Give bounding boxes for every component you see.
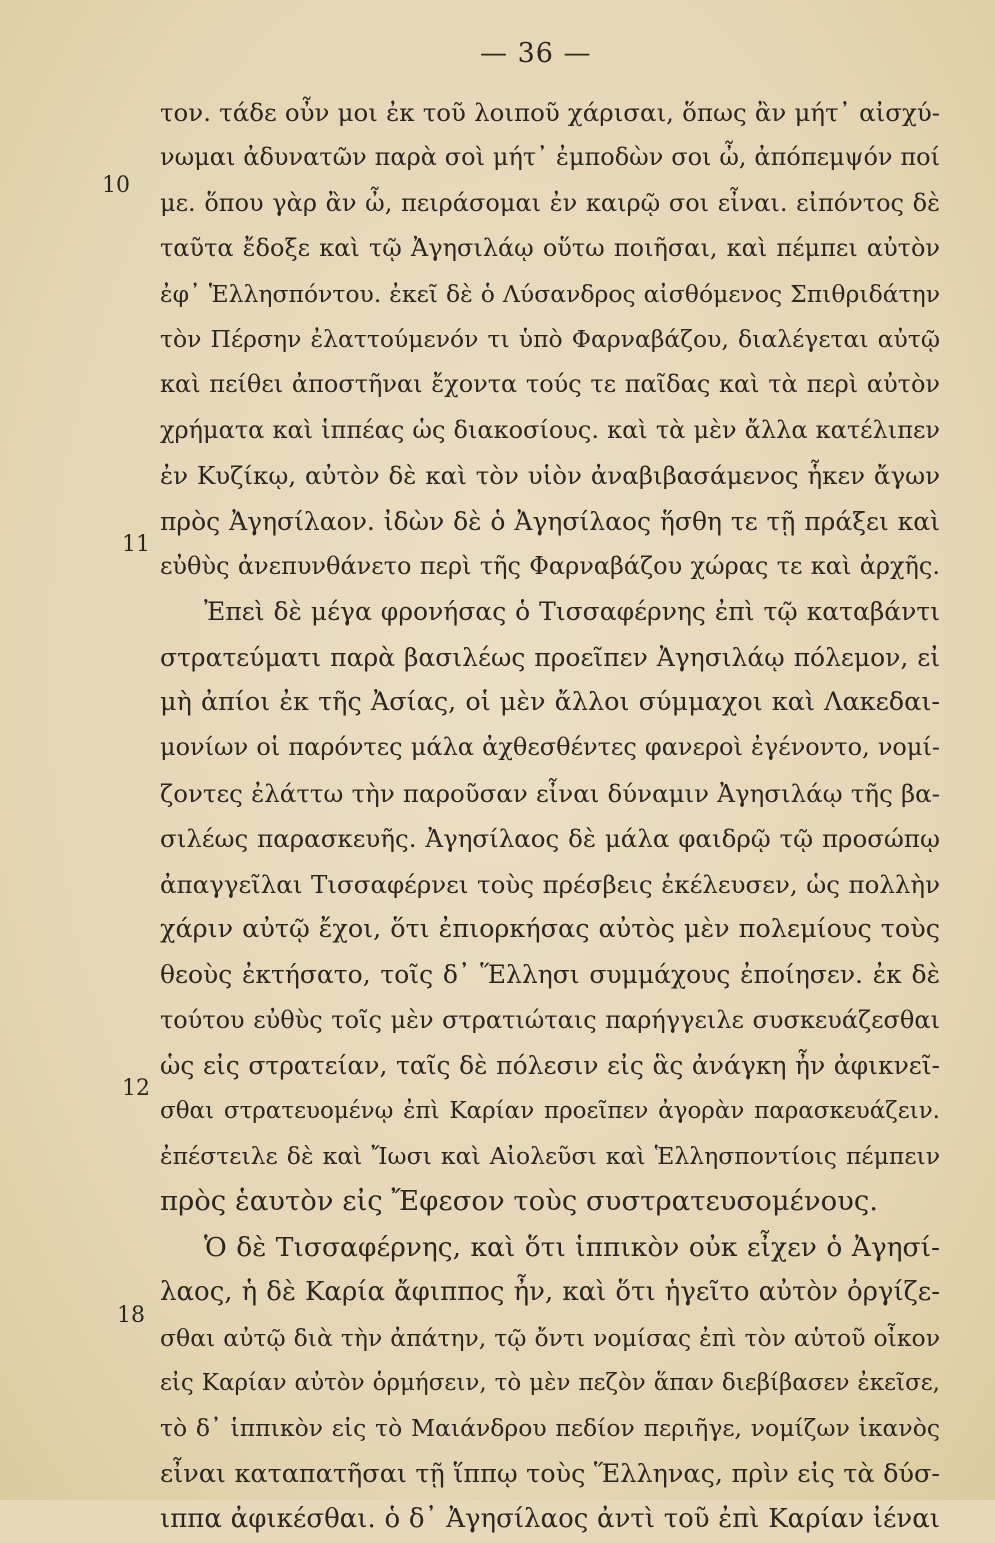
text-line: τούτου εὐθὺς τοῖς μὲν στρατιώταις παρήγγειλε συσκευάζεσθαι: [160, 1005, 940, 1034]
text-line: τὸν Πέρσην ἐλαττούμενόν τι ὑπὸ Φαρναβάζου, διαλέγεται αὐτῷ: [160, 324, 940, 353]
paragraph-start-line: Ἐπεὶ δὲ μέγα φρονήσας ὁ Τισσαφέρνης ἐπὶ τῷ καταβάντι: [204, 597, 940, 627]
text-line: πρὸς Ἀγησίλαον. ἰδὼν δὲ ὁ Ἀγησίλαος ἥσθη τε τῇ πράξει καὶ: [160, 506, 940, 536]
text-line: ἐφ᾽ Ἑλλησπόντου. ἐκεῖ δὲ ὁ Λύσανδρος αἰσθόμενος Σπιθριδάτην: [160, 279, 940, 308]
margin-line-number: 10: [102, 173, 130, 198]
text-line: ζοντες ἐλάττω τὴν παροῦσαν εἶναι δύναμιν Ἀγησιλάῳ τῆς βα-: [160, 778, 940, 808]
text-line: εἶναι καταπατῆσαι τῇ ἵππῳ τοὺς Ἕλληνας, πρὶν εἰς τὰ δύσ-: [160, 1458, 940, 1489]
text-line: ὡς εἰς στρατείαν, ταῖς δὲ πόλεσιν εἰς ἃς ἀνάγκη ἦν ἀφικνεῖ-: [160, 1051, 940, 1081]
text-line: θεοὺς ἐκτήσατο, τοῖς δ᾽ Ἕλλησι συμμάχους ἐποίησεν. ἐκ δὲ: [160, 960, 940, 990]
text-line: ἀπαγγεῖλαι Τισσαφέρνει τοὺς πρέσβεις ἐκέλευσεν, ὡς πολλὴν: [160, 869, 940, 899]
margin-line-number: 18: [117, 1303, 145, 1328]
text-line: ιππα ἀφικέσθαι. ὁ δ᾽ Ἀγησίλαος ἀντὶ τοῦ ἐπὶ Καρίαν ἰέναι: [160, 1504, 940, 1535]
text-line: ἐπέστειλε δὲ καὶ Ἴωσι καὶ Αἰολεῦσι καὶ Ἑλλησποντίοις πέμπειν: [160, 1141, 940, 1170]
text-line: σθαι αὐτῷ διὰ τὴν ἀπάτην, τῷ ὄντι νομίσας ἐπὶ τὸν αὑτοῦ οἶκον: [160, 1323, 940, 1352]
text-line: ταῦτα ἔδοξε καὶ τῷ Ἀγησιλάῳ οὕτω ποιῆσαι, καὶ πέμπει αὐτὸν: [160, 234, 940, 263]
text-line: χάριν αὐτῷ ἔχοι, ὅτι ἐπιορκήσας αὐτὸς μὲν πολεμίους τοὺς: [160, 914, 940, 945]
text-line: μὴ ἀπίοι ἐκ τῆς Ἀσίας, οἱ μὲν ἄλλοι σύμμαχοι καὶ Λακεδαι-: [160, 687, 940, 718]
page-number: — 36 —: [480, 38, 592, 69]
text-line: εἰς Καρίαν αὐτὸν ὁρμήσειν, τὸ μὲν πεζὸν ἅπαν διεβίβασεν ἐκεῖσε,: [160, 1369, 940, 1396]
text-line: ἐν Κυζίκῳ, αὐτὸν δὲ καὶ τὸν υἱὸν ἀναβιβασάμενος ἧκεν ἄγων: [160, 461, 940, 491]
text-line: τὸ δ᾽ ἱππικὸν εἰς τὸ Μαιάνδρου πεδίον περιῆγε, νομίζων ἱκανὸς: [160, 1414, 940, 1443]
text-line: μονίων οἱ παρόντες μάλα ἀχθεσθέντες φανεροὶ ἐγένοντο, νομί-: [160, 733, 940, 762]
text-line: τον. τάδε οὖν μοι ἐκ τοῦ λοιποῦ χάρισαι, ὅπως ἂν μήτ᾽ αἰσχύ-: [160, 98, 940, 127]
text-line: πρὸς ἑαυτὸν εἰς Ἔφεσον τοὺς συστρατευσομένους.: [160, 1185, 879, 1218]
paragraph-start-line: Ὁ δὲ Τισσαφέρνης, καὶ ὅτι ἱππικὸν οὐκ εἶχεν ὁ Ἀγησί-: [204, 1231, 940, 1263]
text-line: καὶ πείθει ἀποστῆναι ἔχοντα τούς τε παῖδας καὶ τὰ περὶ αὐτὸν: [160, 370, 940, 399]
text-line: λαος, ἡ δὲ Καρία ἄφιππος ἦν, καὶ ὅτι ἡγεῖτο αὐτὸν ὀργίζε-: [160, 1277, 940, 1308]
text-line: στρατεύματι παρὰ βασιλέως προεῖπεν Ἀγησιλάῳ πόλεμον, εἰ: [160, 642, 940, 672]
text-line: εὐθὺς ἀνεπυνθάνετο περὶ τῆς Φαρναβάζου χώρας τε καὶ ἀρχῆς.: [160, 551, 940, 580]
margin-section-number: 12: [122, 1076, 150, 1101]
margin-section-number: 11: [122, 532, 150, 557]
body-text: [160, 90, 940, 1543]
text-line: με. ὅπου γὰρ ἂν ὦ, πειράσομαι ἐν καιρῷ σοι εἶναι. εἰπόντος δὲ: [160, 188, 940, 217]
text-line: σθαι στρατευομένῳ ἐπὶ Καρίαν προεῖπεν ἀγορὰν παρασκευάζειν.: [160, 1097, 940, 1124]
text-line: νωμαι ἀδυνατῶν παρὰ σοὶ μήτ᾽ ἐμποδὼν σοι ὦ, ἀπόπεμψόν ποί: [160, 143, 940, 172]
text-line: χρήματα καὶ ἱππέας ὡς διακοσίους. καὶ τὰ μὲν ἄλλα κατέλιπεν: [160, 415, 940, 444]
text-line: σιλέως παρασκευῆς. Ἀγησίλαος δὲ μάλα φαιδρῷ τῷ προσώπῳ: [160, 824, 940, 854]
